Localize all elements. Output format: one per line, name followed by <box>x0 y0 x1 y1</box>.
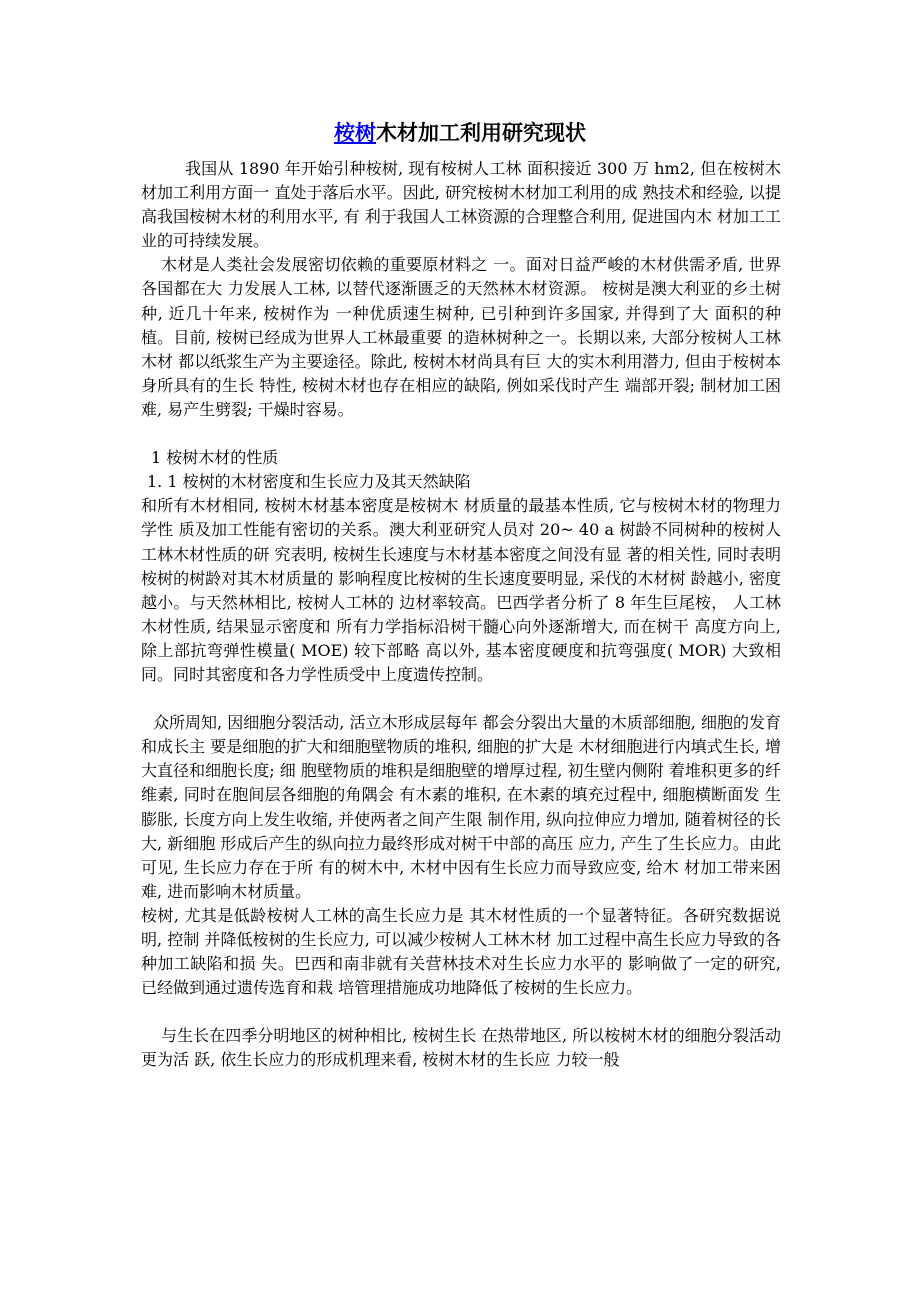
paragraph-3: 和所有木材相同, 桉树木材基本密度是桉树木 材质量的最基本性质, 它与桉树木材的物理力学性 质及加工性能有密切的关系。澳大利亚研究人员对 20~ 40 a 树龄不同树种的桉树人工林木材性质的研 究表明, 桉树生长速度与木材基本密度之间没有显 著的相关性, 同时表明桉树的树龄对其木材质量的 影响程度比桉树的生长速度要明显, 采伐的木材树 龄越小, 密度越小。与天然林相比, 桉树人工林的 边材率较高。巴西学者分析了 8 年生巨尾桉， 人工林木材性质, 结果显示密度和 所有力学指标沿树干髓心向外逐渐增大, 而在树干 高度方向上, 除上部抗弯弹性模量( MOE) 较下部略 高以外, 基本密度硬度和抗弯强度( MOR) 大致相同。同时其密度和各力学性质受中上度遗传控制。 <box>141 496 781 684</box>
document-title <box>0 118 920 148</box>
paragraph-1: 我国从 1890 年开始引种桉树, 现有桉树人工林 面积接近 300 万 hm2, 但在桉树木材加工利用方面一 直处于落后水平。因此, 研究桉树木材加工利用的成 熟技术和经验, 以提高我国桉树木材的利用水平, 有 利于我国人工林资源的合理整合利用, 促进国内木 材加工工业的可持续发展。 <box>141 159 781 251</box>
title-link[interactable]: 桉树 <box>334 120 376 145</box>
paragraph-6: 与生长在四季分明地区的树种相比, 桉树生长 在热带地区, 所以桉树木材的细胞分裂活动更为活 跃, 依生长应力的形成机理来看, 桉树木材的生长应 力较一般 <box>141 1026 781 1070</box>
section-heading-1: 1 桉树木材的性质 <box>151 448 279 468</box>
blank-line <box>141 1000 781 1024</box>
paragraph-2: 木材是人类社会发展密切依赖的重要原材料之 一。面对日益严峻的木材供需矛盾, 世界各国都在大 力发展人工林, 以替代逐渐匮乏的天然林木材资源。 桉树是澳大利亚的乡土树种, 近几十年来, 桉树作为 一种优质速生树种, 已引种到许多国家, 并得到了大 面积的种植。目前, 桉树已经成为世界人工林最重要 的造林树种之一。长期以来, 大部分桉树人工林木材 都以纸浆生产为主要途径。除此, 桉树木材尚具有巨 大的实木利用潜力, 但由于桉树本身所具有的生长 特性, 桉树木材也存在相应的缺陷, 例如采伐时产生 端部开裂; 制材加工困难, 易产生劈裂; 干燥时容易。 <box>141 255 781 419</box>
document-body <box>141 157 781 1073</box>
title-text: 木材加工利用研究现状 <box>376 120 586 145</box>
blank-line <box>141 687 781 711</box>
paragraph-5: 桉树, 尤其是低龄桉树人工林的高生长应力是 其木材性质的一个显著特征。各研究数据说明, 控制 并降低桉树的生长应力, 可以减少桉树人工林木材 加工过程中高生长应力导致的各种加工缺陷和损 失。巴西和南非就有关营林技术对生长应力水平的 影响做了一定的研究, 已经做到通过遗传选育和栽 培管理措施成功地降低了桉树的生长应力。 <box>141 905 781 998</box>
blank-line <box>141 422 781 446</box>
paragraph-4: 众所周知, 因细胞分裂活动, 活立木形成层每年 都会分裂出大量的木质部细胞, 细胞的发育和成长主 要是细胞的扩大和细胞壁物质的堆积, 细胞的扩大是 木材细胞进行内填式生长, 增大直径和细胞长度; 细 胞壁物质的堆积是细胞壁的增厚过程, 初生壁内侧附 着堆积更多的纤维素, 同时在胞间层各细胞的角隅会 有木素的堆积, 在木素的填充过程中, 细胞横断面发 生膨胀, 长度方向上发生收缩, 并使两者之间产生限 制作用, 纵向拉伸应力增加, 随着树径的长大, 新细胞 形成后产生的纵向拉力最终形成对树干中部的高压 应力, 产生了生长应力。由此可见, 生长应力存在于所 有的树木中, 木材中因有生长应力而导致应变, 给木 材加工带来困难, 进而影响木材质量。 <box>141 713 781 901</box>
section-heading-1-1: 1. 1 桉树的木材密度和生长应力及其天然缺陷 <box>147 472 471 492</box>
